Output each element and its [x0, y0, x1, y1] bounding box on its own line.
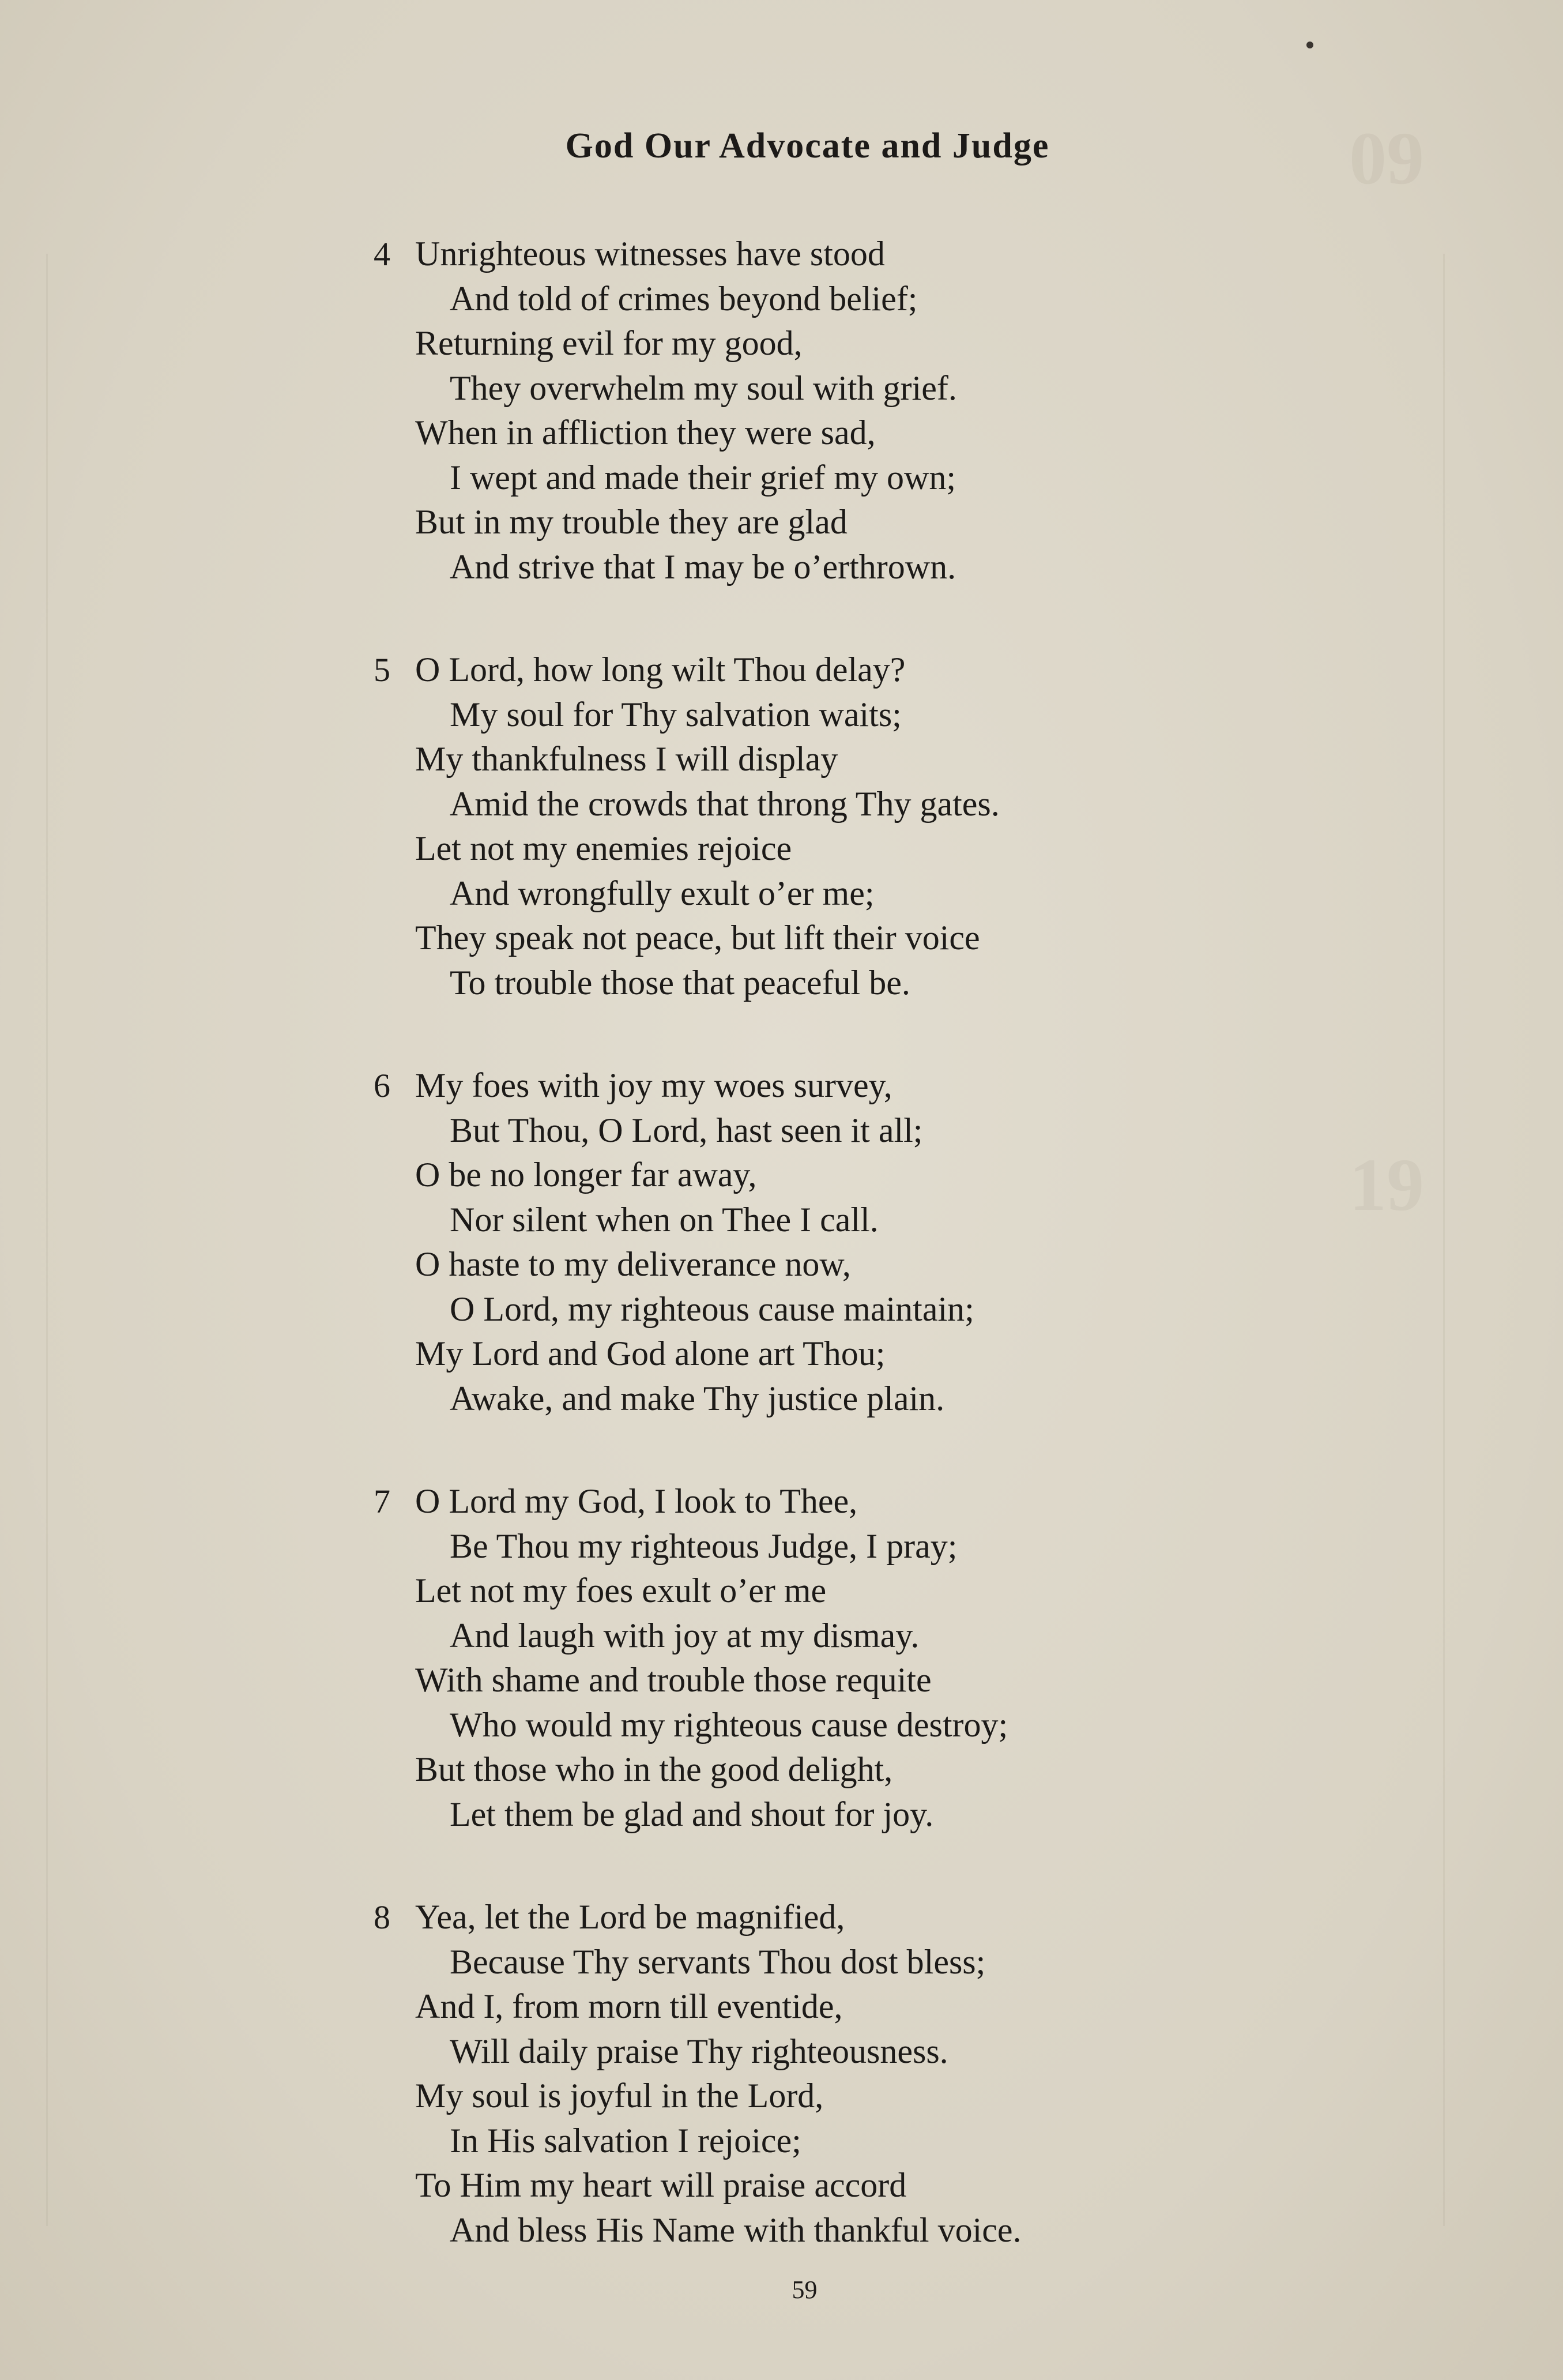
stanza-number: 4	[374, 235, 390, 273]
verse-line: And bless His Name with thankful voice.	[450, 2210, 1022, 2249]
verse-line: Let them be glad and shout for joy.	[450, 1795, 934, 1833]
stanza-6	[374, 1063, 1222, 1421]
verse-line: They overwhelm my soul with grief.	[450, 369, 957, 407]
verse-line: Will daily praise Thy righteousness.	[450, 2032, 948, 2070]
verse-line: My soul for Thy salvation waits;	[450, 695, 902, 734]
verse-line: To trouble those that peaceful be.	[450, 963, 910, 1002]
verse-line: When in affliction they were sad,	[415, 413, 876, 452]
verse-line: But Thou, O Lord, hast seen it all;	[450, 1111, 923, 1149]
stanza-4	[374, 232, 1222, 589]
verse-line: My thankfulness I will display	[415, 740, 838, 778]
verse-line: O haste to my deliverance now,	[415, 1245, 851, 1283]
stanza-number: 6	[374, 1067, 390, 1104]
stanza-number: 8	[374, 1898, 390, 1936]
verse-line: O Lord, how long wilt Thou delay?	[415, 651, 906, 689]
ink-speck	[1306, 42, 1313, 48]
verse-line: In His salvation I rejoice;	[450, 2121, 801, 2160]
verse-line: Who would my righteous cause destroy;	[450, 1705, 1008, 1744]
verse-line: Yea, let the Lord be magnified,	[415, 1898, 845, 1936]
verse-line: And laugh with joy at my dismay.	[450, 1616, 920, 1655]
verse-line: With shame and trouble those requite	[415, 1661, 932, 1699]
verse-line: And wrongfully exult o’er me;	[450, 874, 875, 912]
stanza-7	[374, 1479, 1222, 1837]
stanza-number: 7	[374, 1483, 390, 1520]
stanza-5	[374, 648, 1222, 1005]
stanza-8	[374, 1895, 1222, 2253]
verse-line: Unrighteous witnesses have stood	[415, 235, 885, 273]
verse-line: Because Thy servants Thou dost bless;	[450, 1942, 986, 1981]
hymn-title: God Our Advocate and Judge	[565, 126, 1050, 166]
stanza-number: 5	[374, 651, 390, 689]
page-number: 59	[792, 2276, 818, 2304]
verse-line: And told of crimes beyond belief;	[450, 279, 918, 318]
verse-line: They speak not peace, but lift their voice	[415, 919, 980, 957]
verse-line: And I, from morn till eventide,	[415, 1987, 843, 2025]
verse-line: Be Thou my righteous Judge, I pray;	[450, 1526, 958, 1565]
verse-line: My foes with joy my woes survey,	[415, 1066, 892, 1104]
bleed-through-mark: 09	[1349, 117, 1424, 200]
verse-line: Returning evil for my good,	[415, 324, 803, 362]
verse-line: O be no longer far away,	[415, 1156, 757, 1194]
verse-line: Amid the crowds that throng Thy gates.	[450, 784, 1000, 823]
verse-line: Let not my foes exult o’er me	[415, 1571, 827, 1610]
verse-line: O Lord, my righteous cause maintain;	[450, 1289, 974, 1328]
verse-line: But those who in the good delight,	[415, 1750, 893, 1788]
verse-line: My Lord and God alone art Thou;	[415, 1334, 886, 1373]
verse-line: And strive that I may be o’erthrown.	[450, 547, 956, 586]
verse-line: O Lord my God, I look to Thee,	[415, 1482, 858, 1520]
verse-line: My soul is joyful in the Lord,	[415, 2077, 824, 2115]
verse-line: But in my trouble they are glad	[415, 503, 848, 541]
verse-line: Let not my enemies rejoice	[415, 829, 792, 867]
bleed-through-mark: 19	[1349, 1144, 1424, 1227]
verse-line: Awake, and make Thy justice plain.	[450, 1379, 945, 1418]
verse-line: Nor silent when on Thee I call.	[450, 1200, 879, 1239]
verse-line: I wept and made their grief my own;	[450, 458, 956, 497]
verse-line: To Him my heart will praise accord	[415, 2166, 907, 2204]
